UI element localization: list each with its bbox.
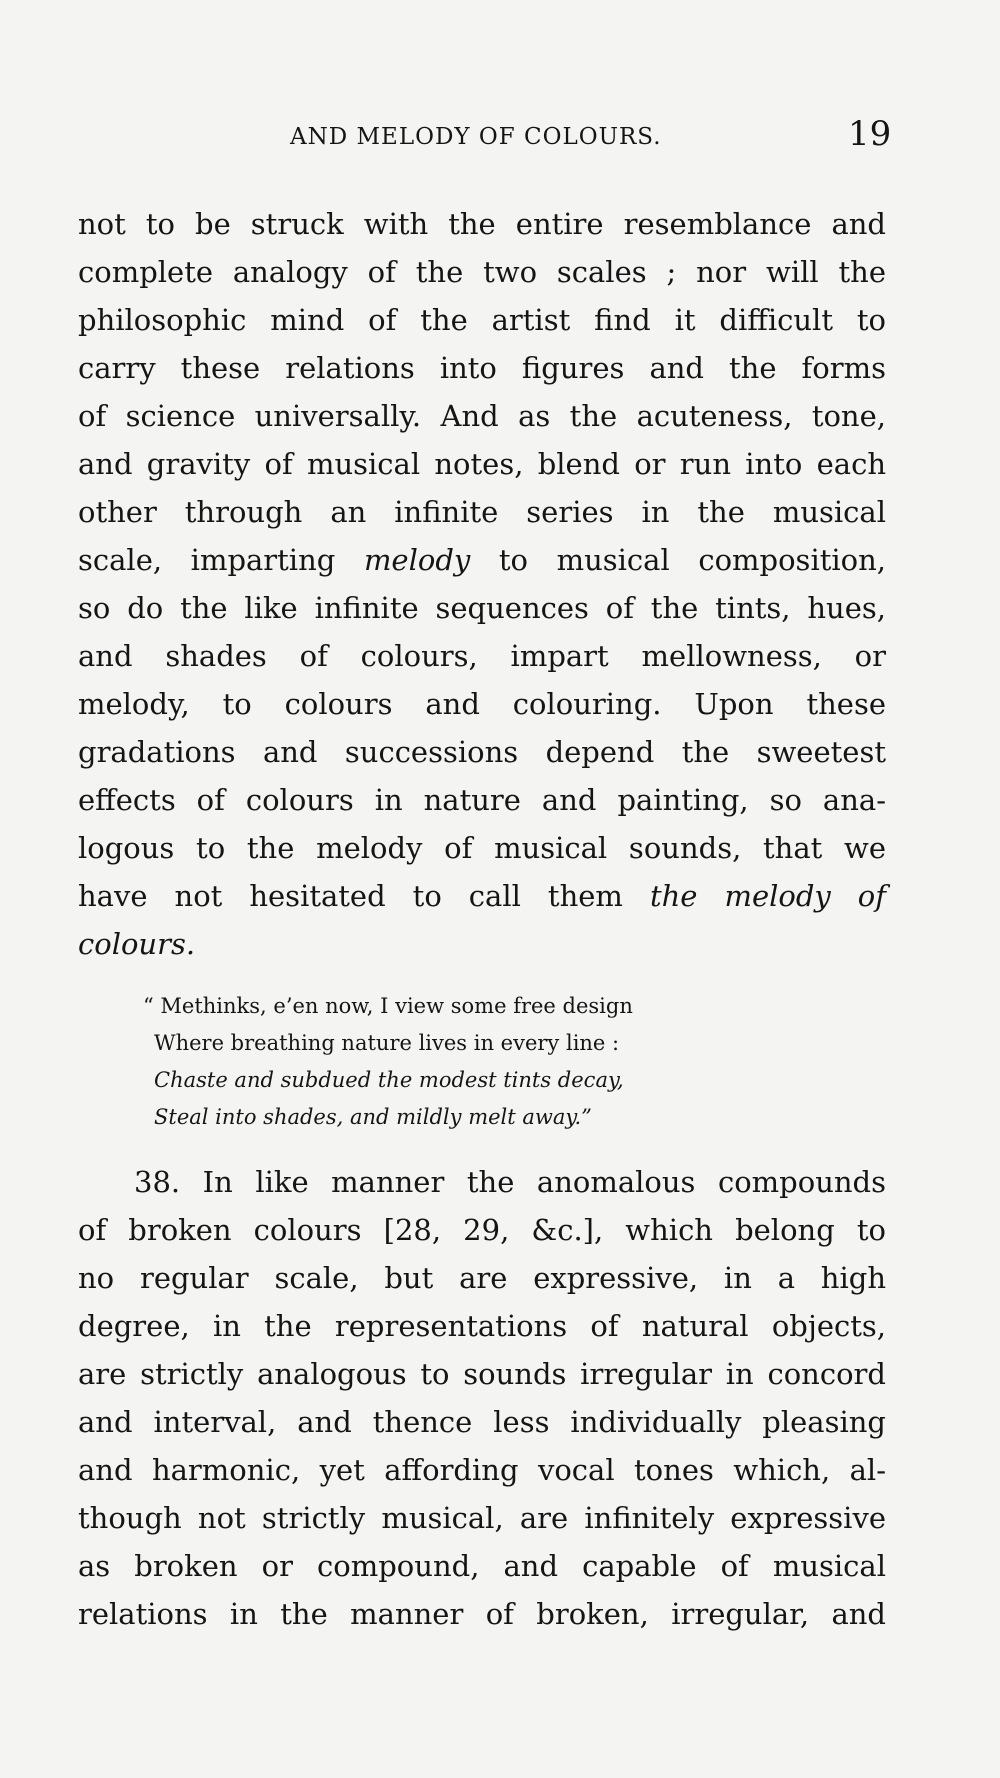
text-line: and harmonic, yet affording vocal tones which, al- [78,1453,886,1487]
text-line: and shades of colours, impart mellowness, or [78,639,886,673]
text-run: have not hesitated to call them [78,879,650,913]
text-line [78,536,886,584]
text-line: degree, in the representations of natural objects, [78,1309,886,1343]
text-line: 38. In like manner the anomalous compounds [134,1165,886,1199]
text-line: of broken colours [28, 29, &c.], which belong to [78,1213,886,1247]
paragraph-1 [78,200,886,968]
emphasis-colours: colours. [78,927,196,961]
text-run: scale, imparting [78,543,364,577]
verse-line: “ Methinks, e’en now, I view some free design [143,994,633,1018]
emphasis-melody: melody [363,543,471,577]
text-line: and gravity of musical notes, blend or run into each [78,447,886,481]
text-line: as broken or compound, and capable of musical [78,1549,886,1583]
running-head [0,114,1000,162]
text-line: are strictly analogous to sounds irregular in concord [78,1357,886,1391]
text-line: logous to the melody of musical sounds, that we [78,831,886,865]
text-line: no regular scale, but are expressive, in a high [78,1261,886,1295]
running-head-title: AND MELODY OF COLOURS. [290,124,662,150]
text-line: and interval, and thence less individually pleasing [78,1405,886,1439]
text-line: gradations and successions depend the sweetest [78,735,886,769]
verse-quotation [143,988,843,1136]
text-line: other through an infinite series in the musical [78,495,886,529]
text-line: effects of colours in nature and painting, so ana- [78,783,886,817]
text-line: carry these relations into figures and the forms [78,351,886,385]
text-line [78,872,886,920]
text-line: not to be struck with the entire resemblance and [78,207,886,241]
text-line [78,920,886,968]
verse-line: Where breathing nature lives in every line : [154,1031,620,1055]
text-line: relations in the manner of broken, irregular, and [78,1597,886,1631]
page-number: 19 [848,114,892,154]
text-line: philosophic mind of the artist find it difficult to [78,303,886,337]
text-line: though not strictly musical, are infinitely expressive [78,1501,886,1535]
paragraph-2 [78,1158,886,1638]
text-line: so do the like infinite sequences of the tints, hues, [78,591,886,625]
text-run: to musical composition, [470,543,886,577]
verse-line: Steal into shades, and mildly melt away.” [154,1105,592,1129]
verse-line: Chaste and subdued the modest tints decay, [154,1068,624,1092]
text-line: melody, to colours and colouring. Upon these [78,687,886,721]
emphasis-the-melody-of: the melody of [649,879,887,913]
text-line: complete analogy of the two scales ; nor will the [78,255,886,289]
text-line: of science universally. And as the acuteness, tone, [78,399,886,433]
